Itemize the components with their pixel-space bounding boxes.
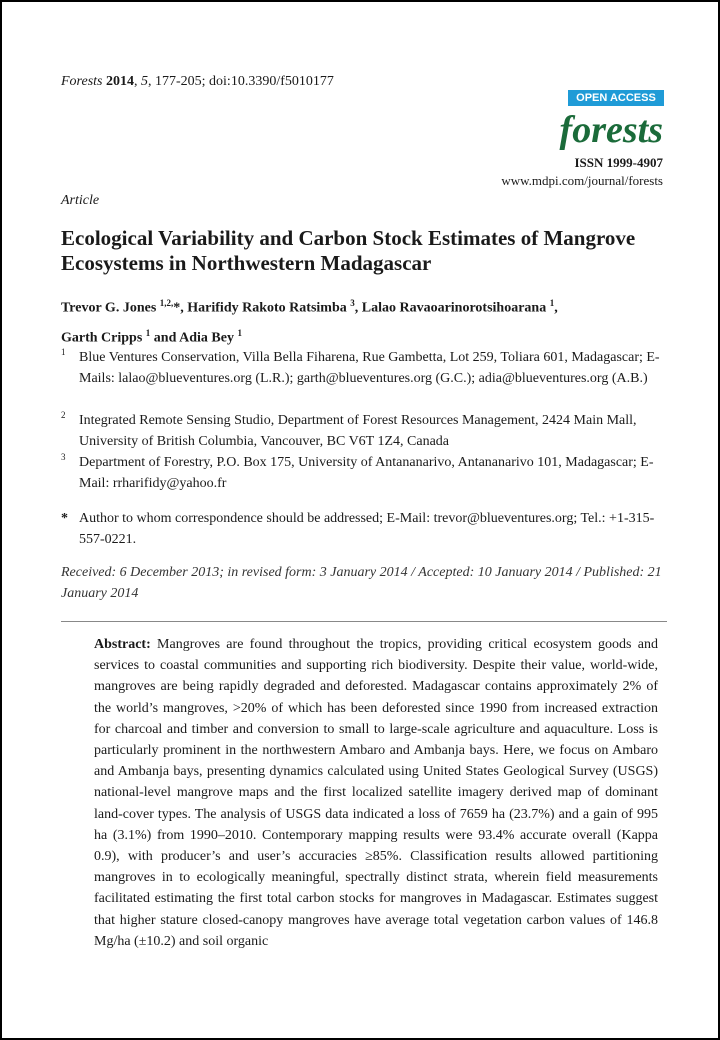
affiliation-text: Blue Ventures Conservation, Villa Bella Fiharena, Rue Gambetta, Lot 259, Toliara 601, Madagascar; E-Mails: lalao@blueventures.org (L.R.); garth@blueventures.org (G.C.); adia@blueventures.org (A.B.) (79, 350, 660, 386)
abstract (94, 634, 658, 952)
journal-url: www.mdpi.com/journal/forests (501, 173, 663, 188)
citation-journal: Forests (61, 74, 103, 89)
author-list: Trevor G. Jones $^{1,2,}$*, Harifidy Rakoto Ratsimba $^3$, Lalao Ravaoarinorotsihoarana $^1$, Garth Cripps $^1$ and Adia Bey $^1$ (61, 298, 558, 346)
author-affil-sup: 1 (549, 298, 555, 308)
correspondence-note (61, 508, 676, 550)
author-name: Garth Cripps (61, 330, 143, 346)
publication-dates: Received: 6 December 2013; in revised form: 3 January 2014 / Accepted: 10 January 2014 / Published: 21 January 2014 (61, 565, 662, 601)
author-affil-sup: 1 (237, 327, 242, 338)
citation-line: Forests 2014, 5, 177-205; doi:10.3390/f5010177 (61, 74, 334, 89)
citation-year: 2014 (105, 74, 134, 89)
journal-issn: ISSN 1999-4907 (574, 155, 663, 170)
author-affil-sup: 1 (145, 327, 151, 338)
affiliation-number: 2 (61, 410, 66, 420)
affiliation-text: Integrated Remote Sensing Studio, Department of Forest Resources Management, 2424 Main Mall, University of British Columbia, Vancouver, BC V6T 1Z4, Canada (79, 413, 637, 449)
abstract-text: Mangroves are found throughout the tropics, providing critical ecosystem goods and services to coastal communities and supporting rich biodiversity. Despite their value, world-wide, mangroves are being rapidly degraded and deforested. Madagascar contains approximately 2% of the world’s mangroves, >20% of which has been deforested since 1990 from increased extraction for charcoal and timber and conversion to small to large-scale agriculture and aquaculture. Loss is particularly prominent in the northwestern Ambaro and Ambanja bays. Here, we focus on Ambaro and Ambanja bays, presenting dynamics calculated using United States Geological Survey (USGS) national-level mangrove maps and the first localized satellite imagery derived map of dominant land-cover types. The analysis of USGS data indicated a loss of 7659 ha (23.7%) and a gain of 995 ha (3.1%) from 1990–2010. Contemporary mapping results were 93.4% accurate overall (Kappa 0.9), with producer’s and user’s accuracies ≥85%. Classification results allowed partitioning mangroves in to ecologically meaningful, spectrally distinct strata, wherein field measurements facilitated estimating the first total carbon stocks for mangroves in Madagascar. Estimates suggest that higher stature closed-canopy mangroves have average total vegetation carbon values of 146.8 Mg/ha (±10.2) and soil organic (94, 637, 659, 949)
author-affil-sup: 3 (350, 298, 355, 308)
abstract-label: Abstract: (94, 637, 151, 652)
author-name: Trevor G. Jones (61, 300, 157, 316)
journal-logo: forests (559, 109, 663, 151)
author-name: Harifidy Rakoto Ratsimba (187, 300, 347, 316)
affiliation-number: 1 (61, 347, 66, 357)
article-type: Article (61, 193, 100, 208)
author-name: Lalao Ravaoarinorotsihoarana (361, 300, 547, 316)
affiliation-text: Department of Forestry, P.O. Box 175, University of Antananarivo, Antananarivo 101, Madagascar; E-Mail: rrharifidy@yahoo.fr (79, 455, 654, 491)
affiliation-number: 3 (61, 452, 66, 462)
citation-doi: , 177-205; doi:10.3390/f5010177 (147, 74, 334, 89)
affiliation-3 (61, 452, 676, 494)
correspondence-marker: * (61, 511, 68, 526)
citation-volume: 5 (140, 74, 148, 89)
affiliation-1 (61, 347, 676, 389)
author-name: Adia Bey (179, 330, 234, 346)
open-access-badge: OPEN ACCESS (568, 90, 664, 106)
section-divider (61, 621, 667, 622)
author-affil-sup: 1,2, (159, 298, 174, 308)
affiliation-2 (61, 410, 676, 452)
correspondence-text: Author to whom correspondence should be addressed; E-Mail: trevor@blueventures.org; Tel.: +1-315-557-0221. (79, 511, 655, 547)
paper-title: Ecological Variability and Carbon Stock Estimates of Mangrove Ecosystems in Northwestern Madagascar (61, 226, 636, 275)
